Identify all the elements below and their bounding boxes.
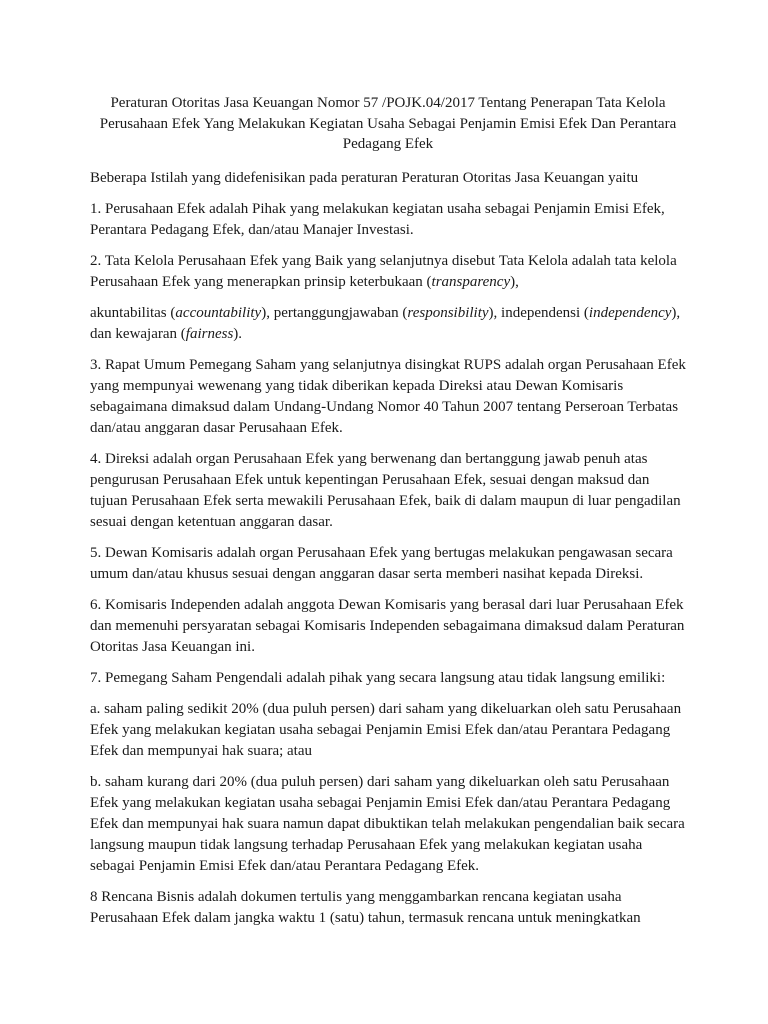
definition-6: 6. Komisaris Independen adalah anggota Dewan Komisaris yang berasal dari luar Perusahaan Efek dan memenuhi persyaratan sebagai Komisaris Independen sebagaimana dimaksud dalam Peraturan Otoritas Jasa Keuangan ini.	[90, 596, 685, 655]
document-page	[90, 93, 686, 939]
term-fairness: fairness	[185, 325, 234, 342]
term-responsibility: responsibility	[407, 304, 489, 321]
definition-8: 8 Rencana Bisnis adalah dokumen tertulis yang menggambarkan rencana kegiatan usaha Perusahaan Efek dalam jangka waktu 1 (satu) tahun, termasuk rencana untuk meningkatkan	[90, 888, 641, 926]
definition-1: 1. Perusahaan Efek adalah Pihak yang melakukan kegiatan usaha sebagai Penjamin Emisi Efek, Perantara Pedagang Efek, dan/atau Manajer Investasi.	[90, 200, 665, 238]
document-title: Peraturan Otoritas Jasa Keuangan Nomor 57 /POJK.04/2017 Tentang Penerapan Tata Kelola Perusahaan Efek Yang Melakukan Kegiatan Usaha Sebagai Penjamin Emisi Efek Dan Perantara Pedagang Efek	[99, 95, 677, 152]
term-accountability: accountability	[175, 304, 262, 321]
definition-7: 7. Pemegang Saham Pengendali adalah pihak yang secara langsung atau tidak langsung emiliki:	[90, 669, 666, 686]
intro-paragraph: Beberapa Istilah yang didefenisikan pada peraturan Peraturan Otoritas Jasa Keuangan yaitu	[90, 169, 639, 186]
definition-2b-text-e: ).	[233, 325, 243, 342]
term-independency: independency	[588, 304, 672, 321]
definition-7b: b. saham kurang dari 20% (dua puluh persen) dari saham yang dikeluarkan oleh satu Perusahaan Efek yang melakukan kegiatan usaha sebagai Penjamin Emisi Efek dan/atau Perantara Pedagang Efek dan mempunyai hak suara namun dapat dibuktikan telah melakukan pengendalian baik secara langsung maupun tidak langsung terhadap Perusahaan Efek yang melakukan kegiatan usaha sebagai Penjamin Emisi Efek dan/atau Perantara Pedagang Efek.	[90, 773, 685, 874]
definition-2b-text-d: ), dan kewajaran (	[90, 304, 681, 342]
definition-7a: a. saham paling sedikit 20% (dua puluh persen) dari saham yang dikeluarkan oleh satu Perusahaan Efek yang melakukan kegiatan usaha sebagai Penjamin Emisi Efek dan/atau Perantara Pedagang Efek dan mempunyai hak suara; atau	[90, 700, 682, 759]
term-transparency: transparency	[431, 273, 511, 290]
definition-3: 3. Rapat Umum Pemegang Saham yang selanjutnya disingkat RUPS adalah organ Perusahaan Efek yang mempunyai wewenang yang tidak diberikan kepada Direksi atau Dewan Komisaris sebagaimana dimaksud dalam Undang-Undang Nomor 40 Tahun 2007 tentang Perseroan Terbatas dan/atau anggaran dasar Perusahaan Efek.	[90, 356, 686, 436]
definition-2	[90, 251, 686, 293]
definition-2-text-b: ),	[510, 273, 519, 290]
definition-2b-text-c: ), independensi (	[488, 304, 589, 321]
definition-2b-text-b: ), pertanggungjawaban (	[261, 304, 408, 321]
definition-2-text-a: 2. Tata Kelola Perusahaan Efek yang Baik yang selanjutnya disebut Tata Kelola adalah tata kelola Perusahaan Efek yang menerapkan prinsip keterbukaan (	[90, 252, 677, 290]
definition-5: 5. Dewan Komisaris adalah organ Perusahaan Efek yang bertugas melakukan pengawasan secara umum dan/atau khusus sesuai dengan anggaran dasar serta memberi nasihat kepada Direksi.	[90, 544, 673, 582]
definition-4: 4. Direksi adalah organ Perusahaan Efek yang berwenang dan bertanggung jawab penuh atas pengurusan Perusahaan Efek untuk kepentingan Perusahaan Efek, sesuai dengan maksud dan tujuan Perusahaan Efek serta mewakili Perusahaan Efek, baik di dalam maupun di luar pengadilan sesuai dengan ketentuan anggaran dasar.	[90, 450, 681, 530]
definition-2-continued	[90, 303, 686, 345]
definition-2b-text-a: akuntabilitas (	[90, 304, 176, 321]
